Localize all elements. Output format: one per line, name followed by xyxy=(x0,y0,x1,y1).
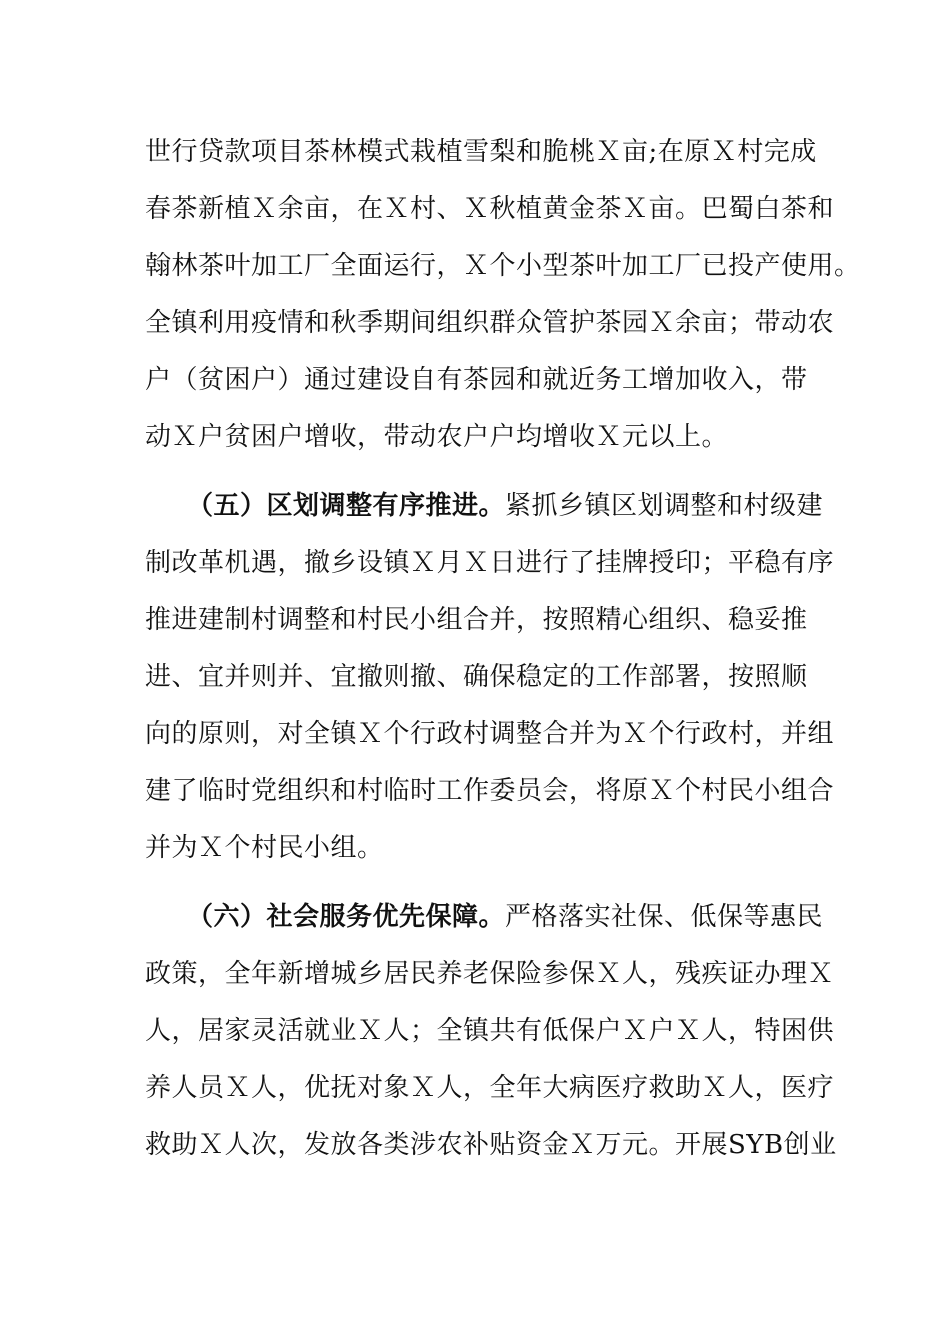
text-line: 建了临时党组织和村临时工作委员会，将原Ｘ个村民小组合 xyxy=(145,776,835,806)
paragraph-first-line xyxy=(187,897,824,937)
text-segment: 严格落实社保、低保等惠民 xyxy=(505,902,824,932)
paragraph-first-line xyxy=(187,486,824,526)
text-line: 人，居家灵活就业Ｘ人；全镇共有低保户Ｘ户Ｘ人，特困供 xyxy=(145,1016,835,1046)
text-line: 养人员Ｘ人，优抚对象Ｘ人，全年大病医疗救助Ｘ人，医疗 xyxy=(145,1073,835,1103)
text-line: 并为Ｘ个村民小组。 xyxy=(145,833,384,863)
text-line: 政策，全年新增城乡居民养老保险参保Ｘ人，残疾证办理Ｘ xyxy=(145,959,835,989)
text-line: 制改革机遇，撤乡设镇Ｘ月Ｘ日进行了挂牌授印；平稳有序 xyxy=(145,548,835,578)
text-segment: 紧抓乡镇区划调整和村级建 xyxy=(505,491,824,521)
text-line: 全镇利用疫情和秋季期间组织群众管护茶园Ｘ余亩；带动农 xyxy=(145,308,835,338)
section-heading: （六）社会服务优先保障。 xyxy=(187,902,506,932)
text-line: 动Ｘ户贫困户增收，带动农户户均增收Ｘ元以上。 xyxy=(145,422,729,452)
text-line: 户（贫困户）通过建设自有茶园和就近务工增加收入，带 xyxy=(145,365,808,395)
text-line: 春茶新植Ｘ余亩，在Ｘ村、Ｘ秋植黄金茶Ｘ亩。巴蜀白茶和 xyxy=(145,194,835,224)
text-line: 进、宜并则并、宜撤则撤、确保稳定的工作部署，按照顺 xyxy=(145,662,808,692)
text-line: 世行贷款项目茶林模式栽植雪梨和脆桃Ｘ亩;在原Ｘ村完成 xyxy=(145,137,817,167)
text-line: 推进建制村调整和村民小组合并，按照精心组织、稳妥推 xyxy=(145,605,808,635)
text-line: 救助Ｘ人次，发放各类涉农补贴资金Ｘ万元。开展SYB创业 xyxy=(145,1130,837,1160)
section-heading: （五）区划调整有序推进。 xyxy=(187,491,506,521)
text-line: 向的原则，对全镇Ｘ个行政村调整合并为Ｘ个行政村，并组 xyxy=(145,719,835,749)
text-line: 翰林茶叶加工厂全面运行，Ｘ个小型茶叶加工厂已投产使用。 xyxy=(145,251,861,281)
